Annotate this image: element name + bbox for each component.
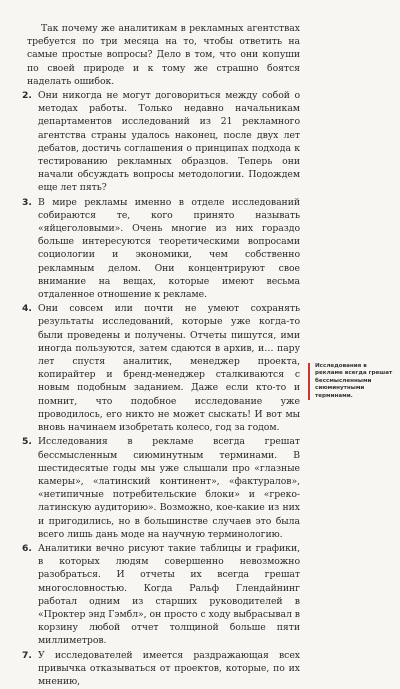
list-item-number: 7. [22,649,32,661]
list-item-text: Они никогда не могут договориться между собой о методах работы. Только недавно начальникам департаментов исследований из 21 рекламного агентства страны удалось наконец, после двух лет дебатов, достичь соглашения о принципах подхода к тестированию рекламных образцов. Теперь они начали обсуждать вопросы методологии. Подождем еще лет пять? [38,90,300,194]
list-item-text: Они совсем или почти не умеют сохранять результаты исследований, которые уже когда-то были проведены и получены. Отчеты пишутся, ими иногда пользуются, затем сдаются в архив, и… пару лет спустя аналитик, менеджер проекта, копирайтер и бренд-менеджер сталкиваются с новым подобным заданием. Даже если кто-то и помнит, что подобное исследование уже проводилось, его никто не может сыскать! И вот мы вновь начинаем изобретать колесо, год за годом. [38,303,300,434]
list-item [22,649,300,689]
margin-note: Исследования в рекламе всегда грешат бессмысленными сиюминутными терминами. [308,363,395,400]
list-item-number: 5. [22,436,32,448]
list-item-text: В мире рекламы именно в отделе исследований собираются те, кого принято называть «яйцеголовыми». Очень многие из них гораздо больше интересуются теоретическими вопросами социологии и экономики, чем собственно рекламным делом. Они концентрируют свое внимание на вещах, которые имеют весьма отдаленное отношение к рекламе. [38,196,300,301]
list-item [22,302,300,434]
list-item-number: 3. [22,196,32,208]
list-item-number: 4. [22,303,32,315]
list-item [22,435,300,541]
list-item-text: Исследования в рекламе всегда грешат бессмысленным сиюминутным терминами. В шестидесятые годы мы уже слышали про «глазные камеры», «латинский континент», «фактуралов», «нетипичные потребительские блоки» и «греко-латинскую аудиторию». Возможно, кое-какие из них и пригодились, но в большинстве случаев это была всего лишь дань моде на научную терминологию. [38,436,300,540]
list-item [22,542,300,648]
list-item-number: 6. [22,542,32,554]
list-item [22,196,300,302]
intro-paragraph: Так почему же аналитикам в рекламных агентствах требуется по три месяца на то, чтобы ответить на самые простые вопросы? Дело в том, что они копуши по своей природе и к тому же страшно боятся наделать ошибок. [27,23,300,87]
list-item-text: У исследователей имеется раздражающая всех привычка отказываться от проектов, которые, по их мнению, [38,649,300,687]
main-text-column [22,22,300,689]
list-item-text: Аналитики вечно рисуют такие таблицы и графики, в которых людям совершенно невозможно разобраться. И отчеты их всегда грешат многословностью. Когда Ральф Глендайнинг работал одним из старших руководителей в «Проктер энд Гэмбл», он просто с ходу выбрасывал в корзину любой отчет толщиной больше пяти миллиметров. [38,542,300,647]
list-item [22,89,300,195]
list-item-number: 2. [22,90,32,102]
